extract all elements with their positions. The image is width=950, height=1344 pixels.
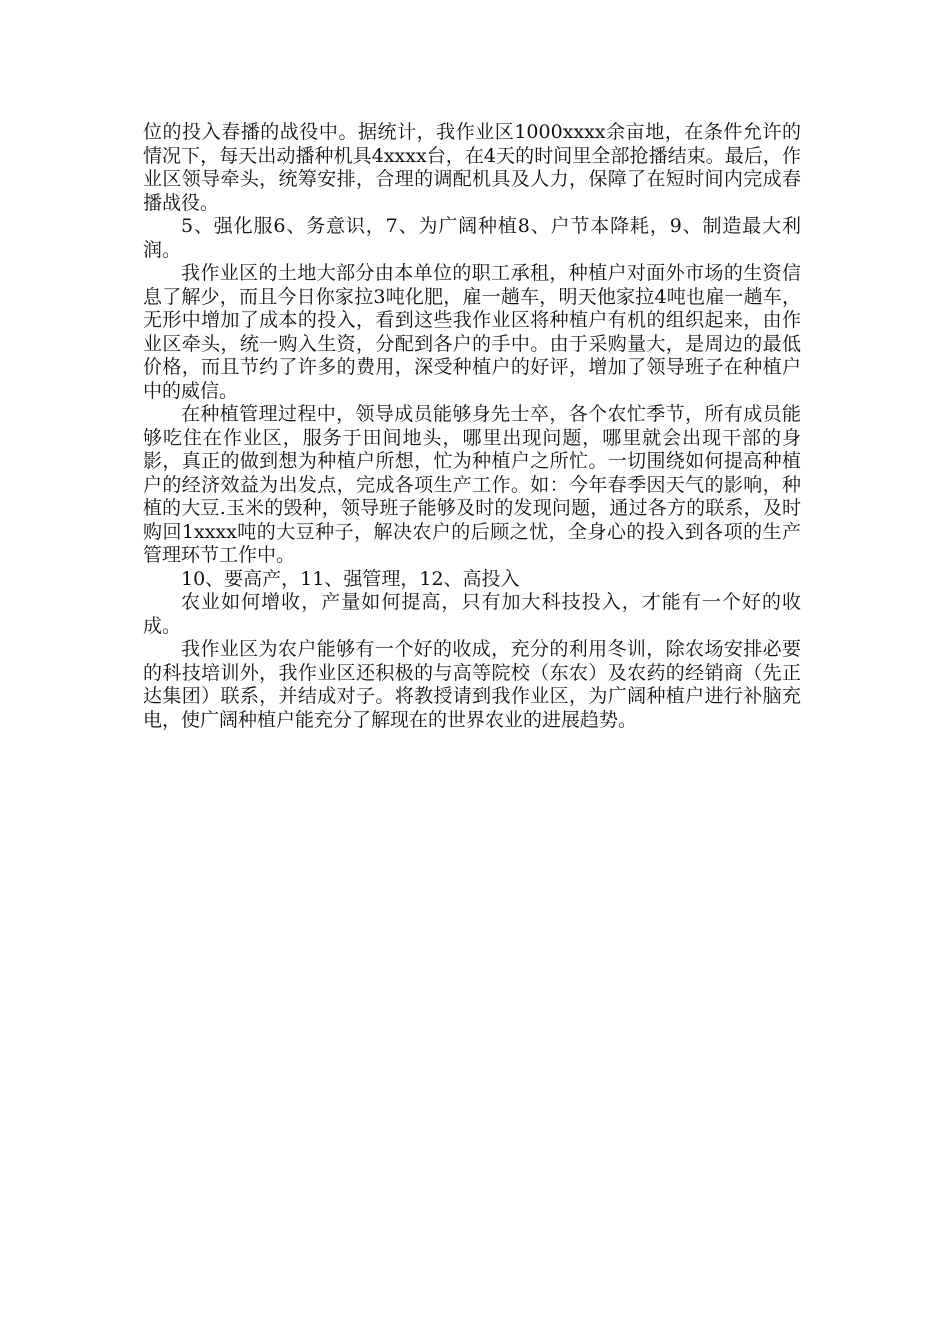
paragraph-4: 在种植管理过程中，领导成员能够身先士卒，各个农忙季节，所有成员能够吃住在作业区，服务于田间地头，哪里出现问题，哪里就会出现干部的身影，真正的做到想为种植户所想，忙为种植户之所忙。一切围绕如何提高种植户的经济效益为出发点，完成各项生产工作。如：今年春季因天气的影响，种植的大豆.玉米的毁种，领导班子能够及时的发现问题，通过各方的联系，及时购回1xxxx吨的大豆种子，解决农户的后顾之忧，全身心的投入到各项的生产管理环节工作中。 (143, 403, 801, 566)
document-body (143, 121, 801, 732)
paragraph-5: 10、要高产，11、强管理，12、高投入 (181, 567, 520, 590)
paragraph-3: 我作业区的土地大部分由本单位的职工承租，种植户对面外市场的生资信息了解少，而且今日你家拉3吨化肥，雇一趟车，明天他家拉4吨也雇一趟车，无形中增加了成本的投入，看到这些我作业区将种植户有机的组织起来，由作业区牵头，统一购入生资，分配到各户的手中。由于采购量大，是周边的最低价格，而且节约了许多的费用，深受种植户的好评，增加了领导班子在种植户中的威信。 (143, 262, 801, 402)
paragraph-2: 5、强化服6、务意识，7、为广阔种植8、户节本降耗，9、制造最大利润。 (143, 215, 801, 261)
paragraph-7: 我作业区为农户能够有一个好的收成，充分的利用冬训，除农场安排必要的科技培训外，我作业区还积极的与高等院校（东农）及农药的经销商（先正达集团）联系，并结成对子。将教授请到我作业区，为广阔种植户进行补脑充电，使广阔种植户能充分了解现在的世界农业的进展趋势。 (143, 638, 801, 731)
paragraph-1: 位的投入春播的战役中。据统计，我作业区1000xxxx余亩地，在条件允许的情况下，每天出动播种机具4xxxx台，在4天的时间里全部抢播结束。最后，作业区领导牵头，统筹安排，合理的调配机具及人力，保障了在短时间内完成春播战役。 (143, 121, 801, 214)
paragraph-6: 农业如何增收，产量如何提高，只有加大科技投入，才能有一个好的收成。 (143, 591, 801, 637)
